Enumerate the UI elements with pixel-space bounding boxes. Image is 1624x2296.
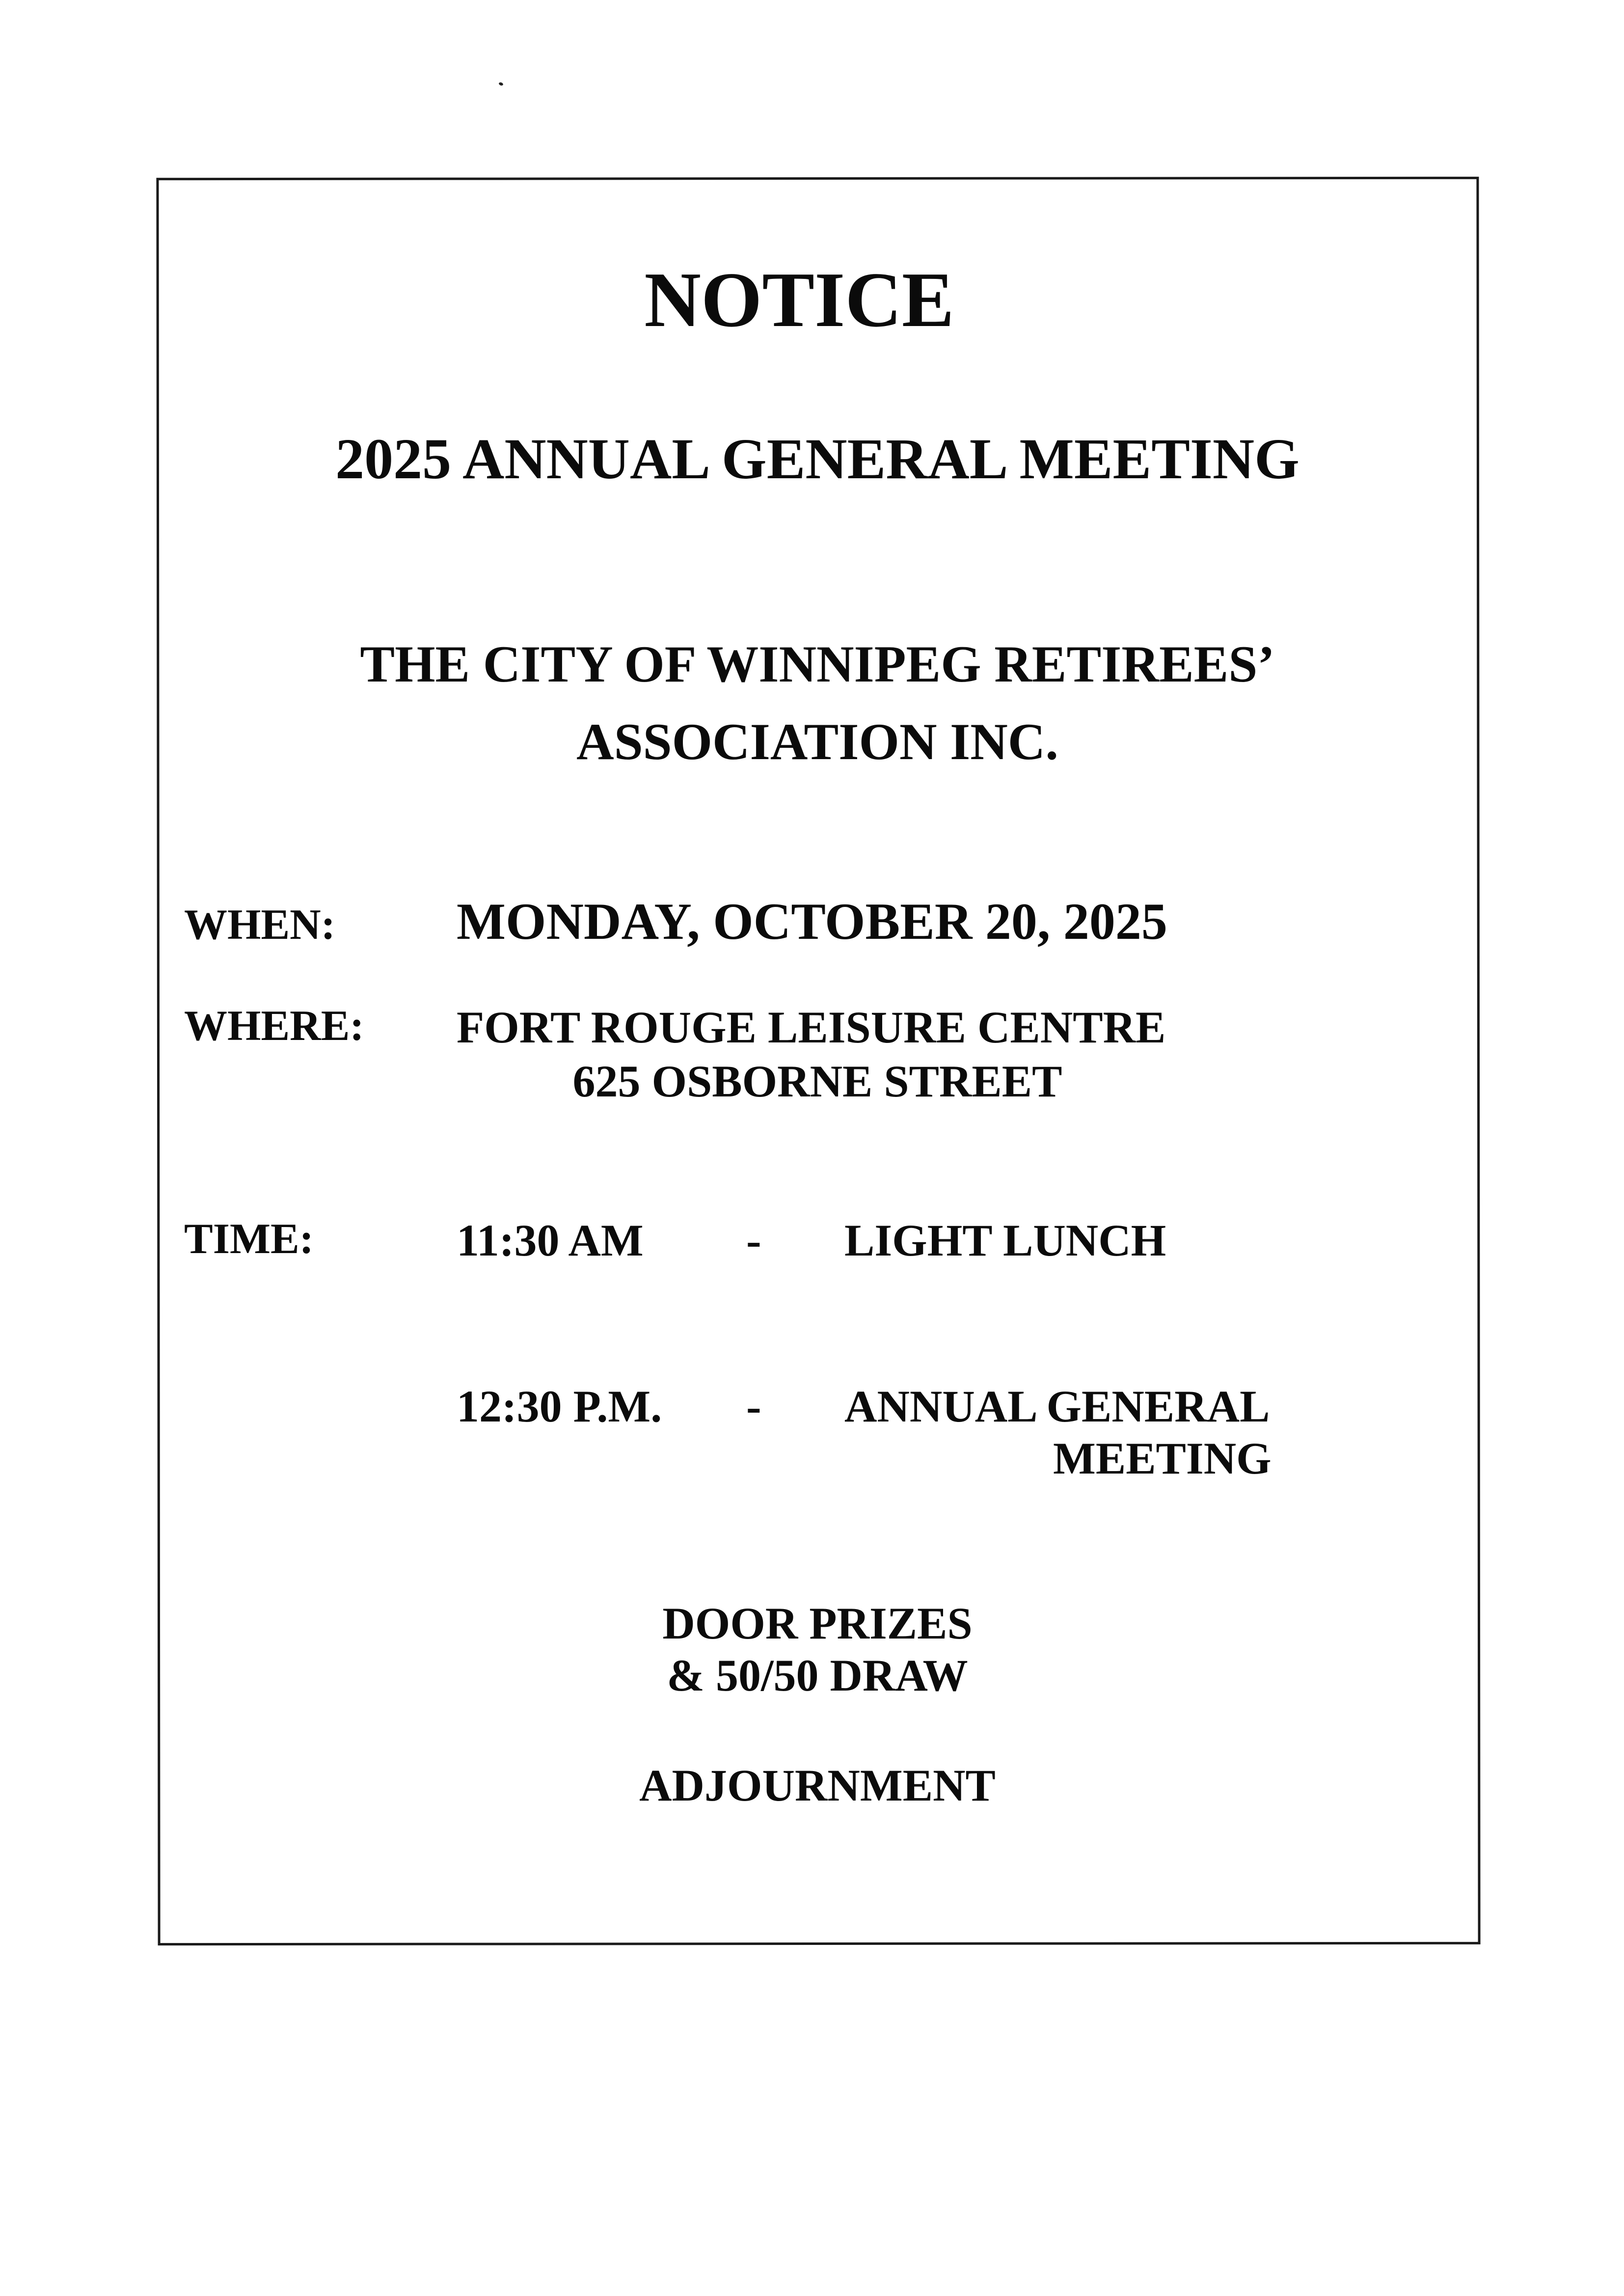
where-label: WHERE: — [184, 1002, 364, 1050]
notice-heading: NOTICE — [644, 256, 954, 343]
schedule-desc-lunch: LIGHT LUNCH — [844, 1215, 1166, 1265]
adjournment: ADJOURNMENT — [639, 1760, 996, 1810]
when-label: WHEN: — [184, 901, 335, 949]
meeting-date: MONDAY, OCTOBER 20, 2025 — [457, 893, 1167, 950]
meeting-title: 2025 ANNUAL GENERAL MEETING — [335, 427, 1299, 491]
venue-address: 625 OSBORNE STREET — [572, 1056, 1062, 1106]
venue-name: FORT ROUGE LEISURE CENTRE — [457, 1002, 1166, 1052]
draw-line: & 50/50 DRAW — [667, 1650, 968, 1700]
schedule-desc-meeting-line1: ANNUAL GENERAL — [844, 1381, 1270, 1431]
organization-name-line2: ASSOCIATION INC. — [576, 713, 1058, 770]
organization-name-line1: THE CITY OF WINNIPEG RETIREES’ — [360, 635, 1275, 693]
time-label: TIME: — [184, 1215, 314, 1263]
schedule-time-lunch: 11:30 AM — [457, 1215, 644, 1265]
schedule-dash: - — [746, 1381, 761, 1431]
scan-speck — [498, 82, 504, 86]
schedule-desc-meeting-line2: MEETING — [1053, 1433, 1272, 1483]
schedule-dash: - — [746, 1215, 761, 1265]
schedule-time-meeting: 12:30 P.M. — [457, 1381, 662, 1431]
door-prizes-line: DOOR PRIZES — [662, 1598, 973, 1648]
